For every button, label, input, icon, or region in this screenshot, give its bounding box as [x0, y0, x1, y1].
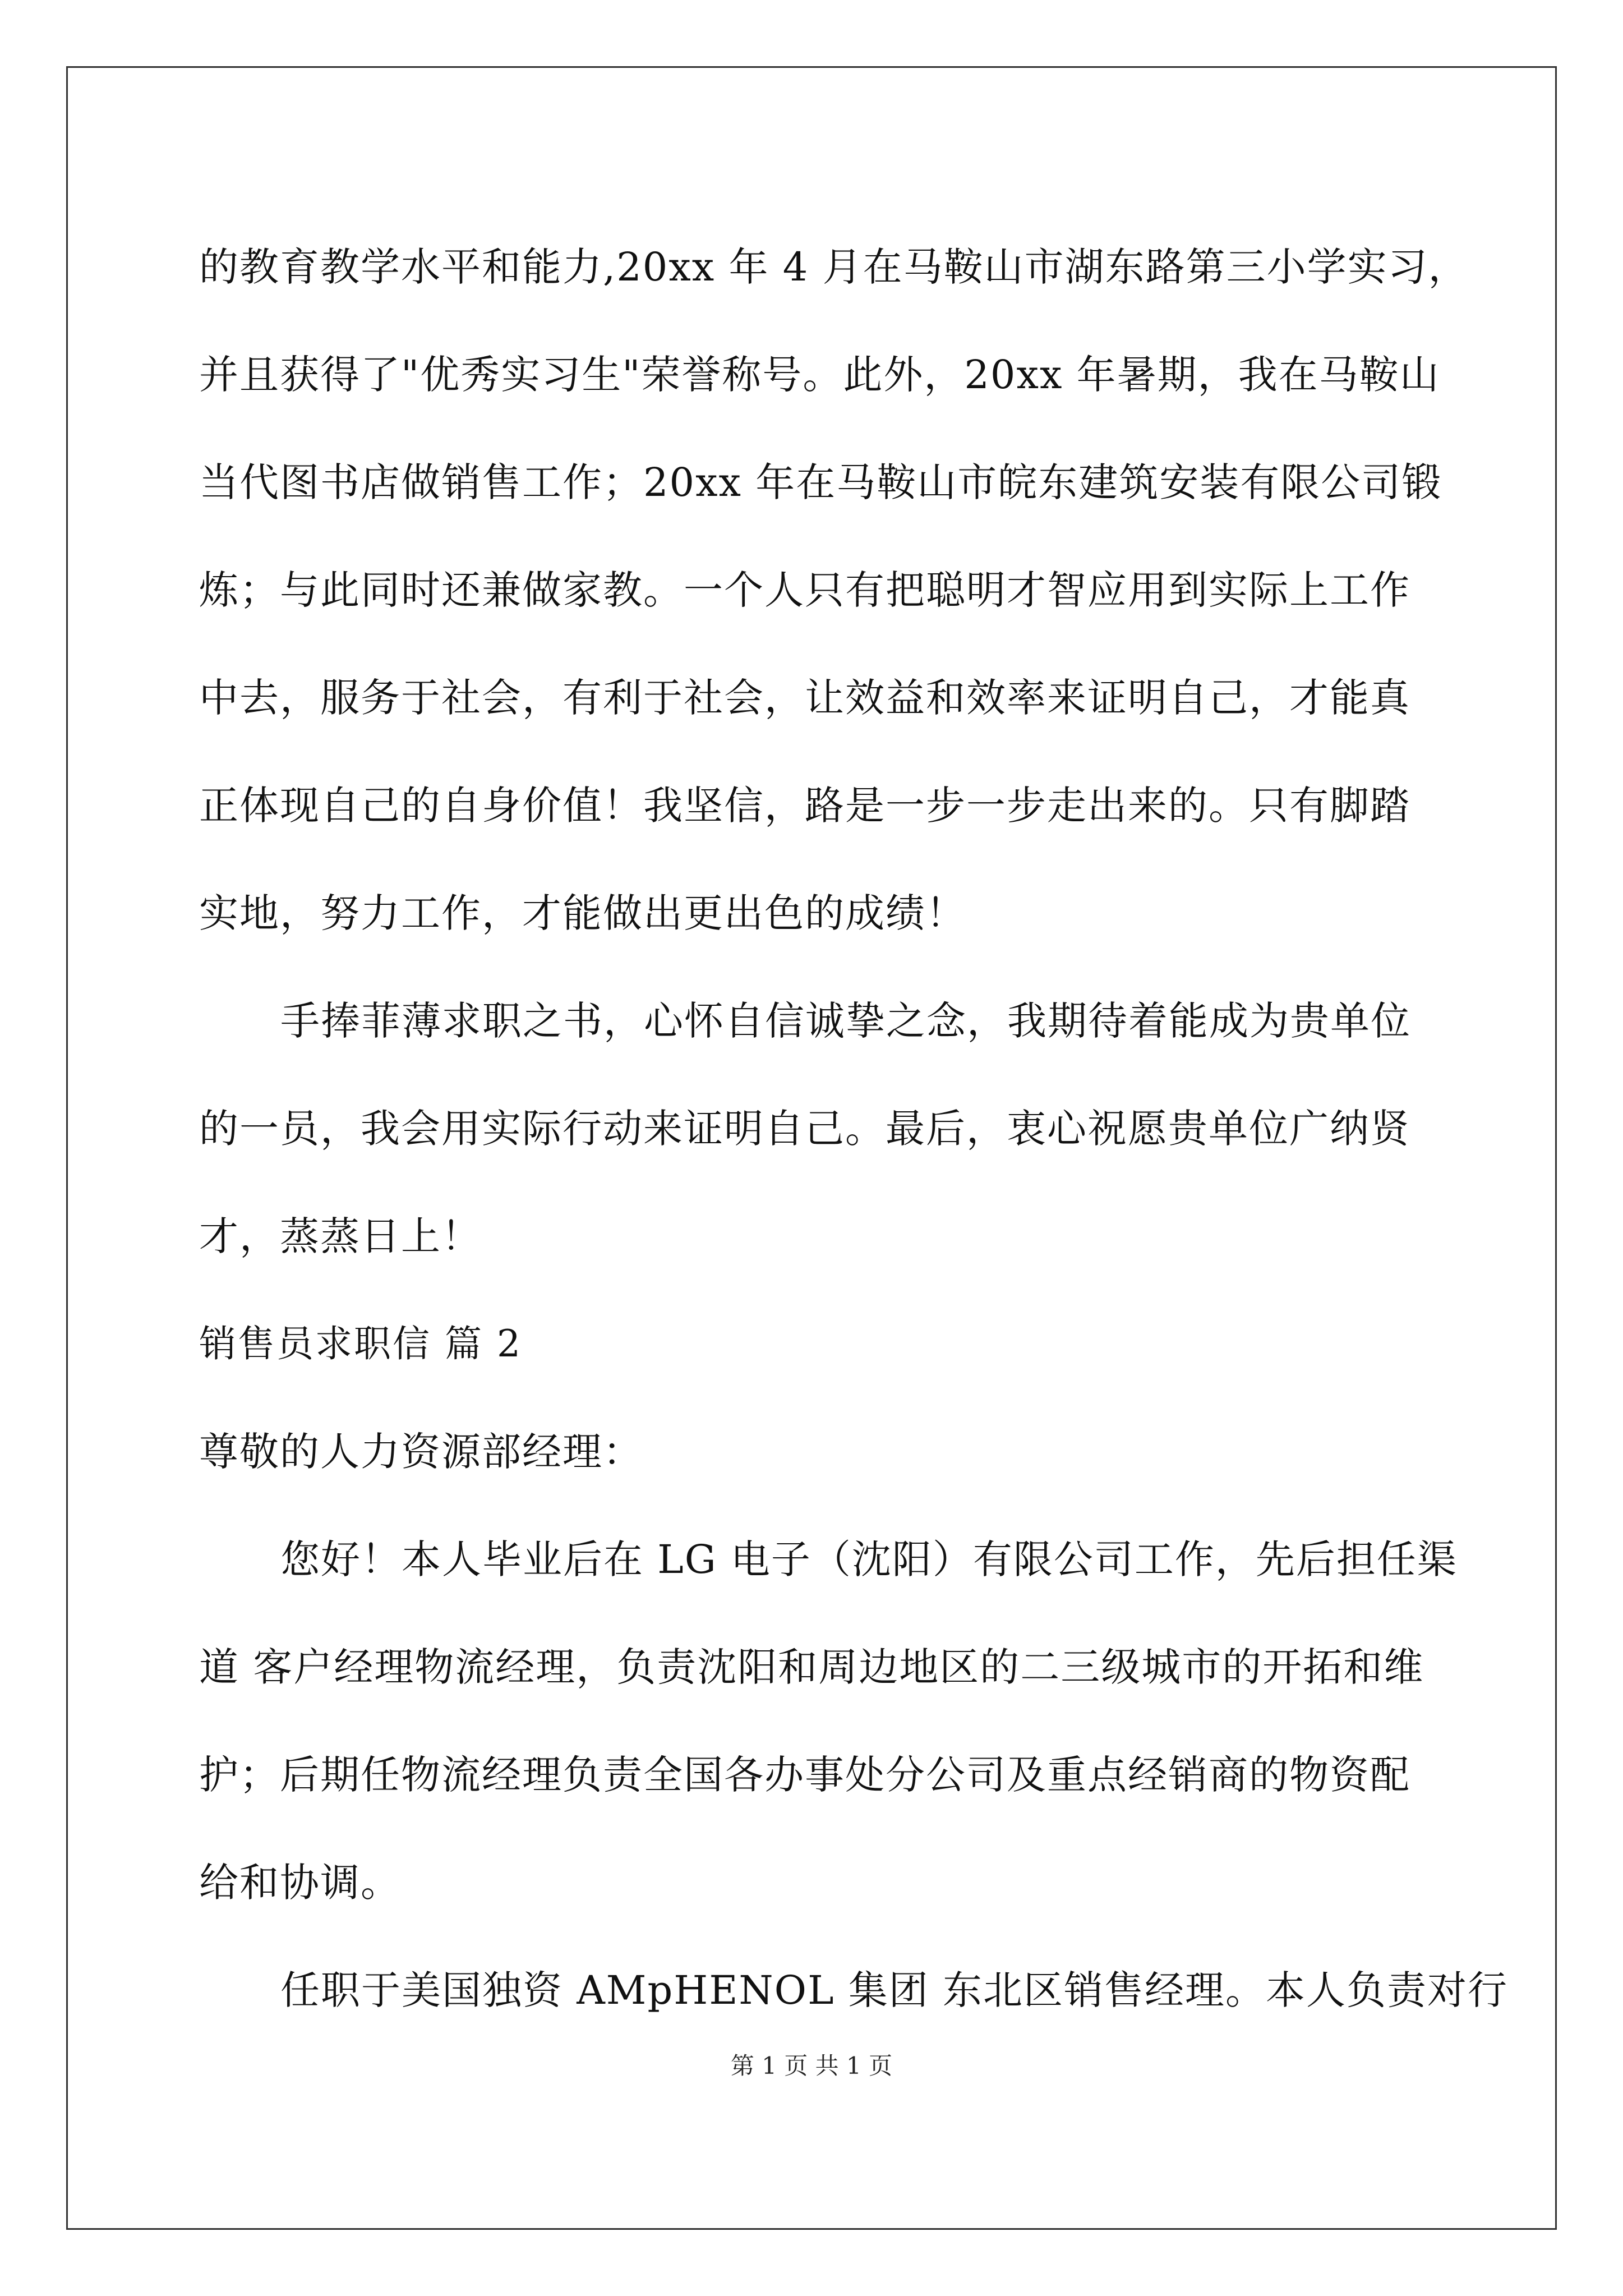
page-footer: 第 1 页 共 1 页 — [730, 2052, 893, 2079]
text-line: 道 客户经理物流经理，负责沈阳和周边地区的二三级城市的开拓和维 — [199, 1644, 1424, 1690]
paragraph-start-line: 手捧菲薄求职之书，心怀自信诚挚之念，我期待着能成为贵单位 — [280, 998, 1411, 1044]
text-line: 当代图书店做销售工作；20xx 年在马鞍山市皖东建筑安装有限公司锻 — [199, 459, 1442, 505]
text-line: 才，蒸蒸日上！ — [199, 1213, 482, 1259]
text-line: 炼；与此同时还兼做家教。一个人只有把聪明才智应用到实际上工作 — [199, 567, 1410, 613]
salutation: 尊敬的人力资源部经理： — [199, 1429, 643, 1475]
text-line: 给和协调。 — [199, 1860, 401, 1906]
text-line: 的一员，我会用实际行动来证明自己。最后，衷心祝愿贵单位广纳贤 — [199, 1106, 1410, 1152]
text-line: 中去，服务于社会，有利于社会，让效益和效率来证明自己，才能真 — [199, 675, 1410, 721]
paragraph-start-line: 任职于美国独资 AMpHENOL 集团 东北区销售经理。本人负责对行 — [280, 1967, 1509, 2013]
text-line: 并且获得了"优秀实习生"荣誉称号。此外，20xx 年暑期，我在马鞍山 — [199, 352, 1440, 398]
text-line: 护；后期任物流经理负责全国各办事处分公司及重点经销商的物资配 — [199, 1752, 1410, 1798]
text-line: 的教育教学水平和能力,20xx 年 4 月在马鞍山市湖东路第三小学实习， — [199, 244, 1469, 290]
section-heading: 销售员求职信 篇 2 — [199, 1322, 522, 1365]
document-body — [199, 213, 1509, 2044]
text-line: 正体现自己的自身价值！我坚信，路是一步一步走出来的。只有脚踏 — [199, 783, 1410, 829]
text-line: 实地，努力工作，才能做出更出色的成绩！ — [199, 890, 966, 936]
paragraph-start-line: 您好！本人毕业后在 LG 电子（沈阳）有限公司工作，先后担任渠 — [280, 1536, 1458, 1582]
